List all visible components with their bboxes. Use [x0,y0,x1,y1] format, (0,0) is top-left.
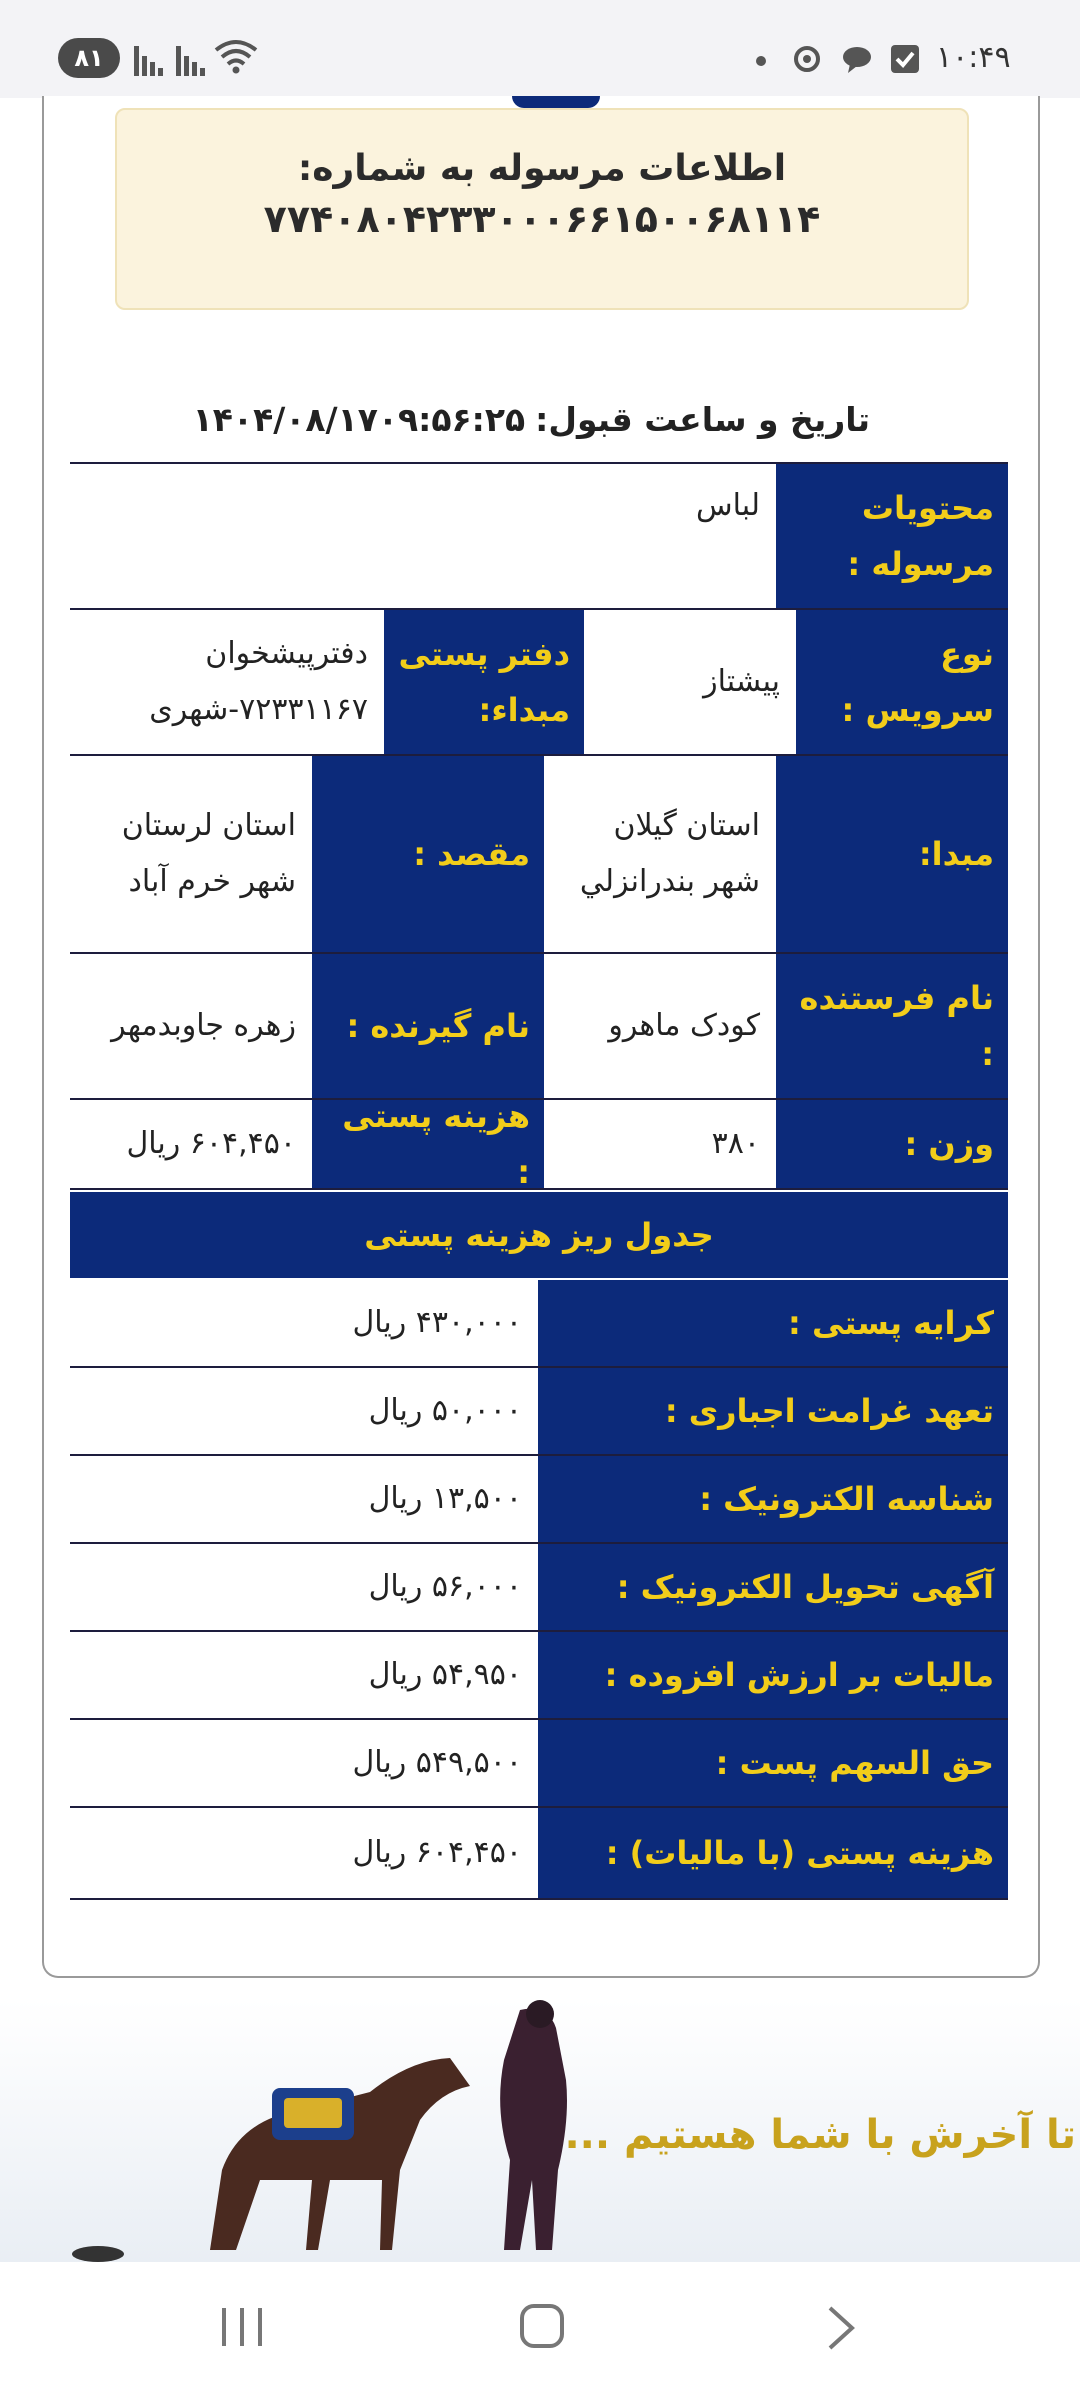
navigation-bar [0,2262,1080,2400]
destination-value: استان لرستان شهر خرم آباد [70,756,312,952]
accept-date: ۱۴۰۴/۰۸/۱۷ [192,400,378,439]
breakdown-label: آگهی تحویل الکترونیک : [538,1544,1008,1630]
signal-icon [176,40,212,76]
breakdown-row [70,1456,1008,1544]
receiver-value: زهره جاوبدمهر [70,954,312,1098]
ad-banner[interactable] [0,2000,1080,2262]
checkbox-icon [888,42,922,76]
contents-label: محتویات مرسوله : [776,464,1008,608]
home-button[interactable] [518,2302,566,2352]
weight-label: وزن : [776,1100,1008,1188]
recent-apps-button[interactable] [218,2304,266,2350]
accept-time: ۰۹:۵۶:۲۵ [377,400,526,439]
sender-value: کودک ماهرو [544,954,776,1098]
origin-value: استان گیلان شهر بندرانزلي [544,756,776,952]
battery-indicator [58,38,120,78]
breakdown-label: تعهد غرامت اجباری : [538,1368,1008,1454]
breakdown-row [70,1280,1008,1368]
clock: ۱۰:۴۹ [936,40,1011,75]
breakdown-value: ۶۰۴,۴۵۰ ریال [70,1808,538,1898]
breakdown-label: شناسه الکترونیک : [538,1456,1008,1542]
shipment-info-box [115,108,969,310]
accept-datetime [70,400,870,439]
breakdown-label: مالیات بر ارزش افزوده : [538,1632,1008,1718]
row-route [70,756,1008,954]
back-button[interactable] [822,2304,862,2352]
service-value: پیشتاز [584,610,796,754]
accept-label: تاریخ و ساعت قبول: [535,400,870,439]
breakdown-row [70,1808,1008,1900]
service-label: نوع سرویس : [796,610,1008,754]
office-value: دفترپیشخوان ۷۲۳۳۱۱۶۷-شهری [70,610,384,754]
row-weight-cost [70,1097,1008,1191]
breakdown-label: حق السهم پست : [538,1720,1008,1806]
status-bar [0,0,1080,98]
info-title: اطلاعات مرسوله به شماره: [297,148,787,189]
row-contents [70,464,1008,610]
breakdown-value: ۵۶,۰۰۰ ریال [70,1544,538,1630]
origin-label: مبدا: [776,756,1008,952]
postal-cost-value: ۶۰۴,۴۵۰ ریال [70,1100,312,1188]
breakdown-value: ۵۴,۹۵۰ ریال [70,1632,538,1718]
gear-icon [790,42,824,76]
sender-label: نام فرستنده : [776,954,1008,1098]
destination-label: مقصد : [312,756,544,952]
signal-icon [134,40,170,76]
battery-level: ۸۱ [74,44,104,72]
card-tab [512,96,600,108]
breakdown-value: ۵۴۹,۵۰۰ ریال [70,1720,538,1806]
row-service [70,610,1008,756]
receiver-label: نام گیرنده : [312,954,544,1098]
breakdown-label: کرایه پستی : [538,1280,1008,1366]
notification-dot-icon [756,56,766,66]
contents-value: لباس [70,464,776,608]
banner-slogan: تا آخرش با شما هستیم ... [564,2112,1076,2158]
office-label: دفتر پستی مبداء: [384,610,584,754]
breakdown-row [70,1720,1008,1808]
breakdown-value: ۱۳,۵۰۰ ریال [70,1456,538,1542]
chat-icon [840,42,874,76]
breakdown-row [70,1632,1008,1720]
breakdown-row [70,1368,1008,1456]
breakdown-row [70,1544,1008,1632]
postal-cost-label: هزینه پستی : [312,1100,544,1188]
breakdown-title: جدول ریز هزینه پستی [70,1192,1008,1278]
row-parties [70,954,1008,1100]
breakdown-value: ۴۳۰,۰۰۰ ریال [70,1280,538,1366]
tracking-number: ۷۷۴۰۸۰۴۲۳۳۰۰۰۶۶۱۵۰۰۶۸۱۱۴ [263,197,821,241]
wifi-icon [212,36,260,76]
weight-value: ۳۸۰ [544,1100,776,1188]
breakdown-label: هزینه پستی (با مالیات) : [538,1808,1008,1898]
breakdown-value: ۵۰,۰۰۰ ریال [70,1368,538,1454]
